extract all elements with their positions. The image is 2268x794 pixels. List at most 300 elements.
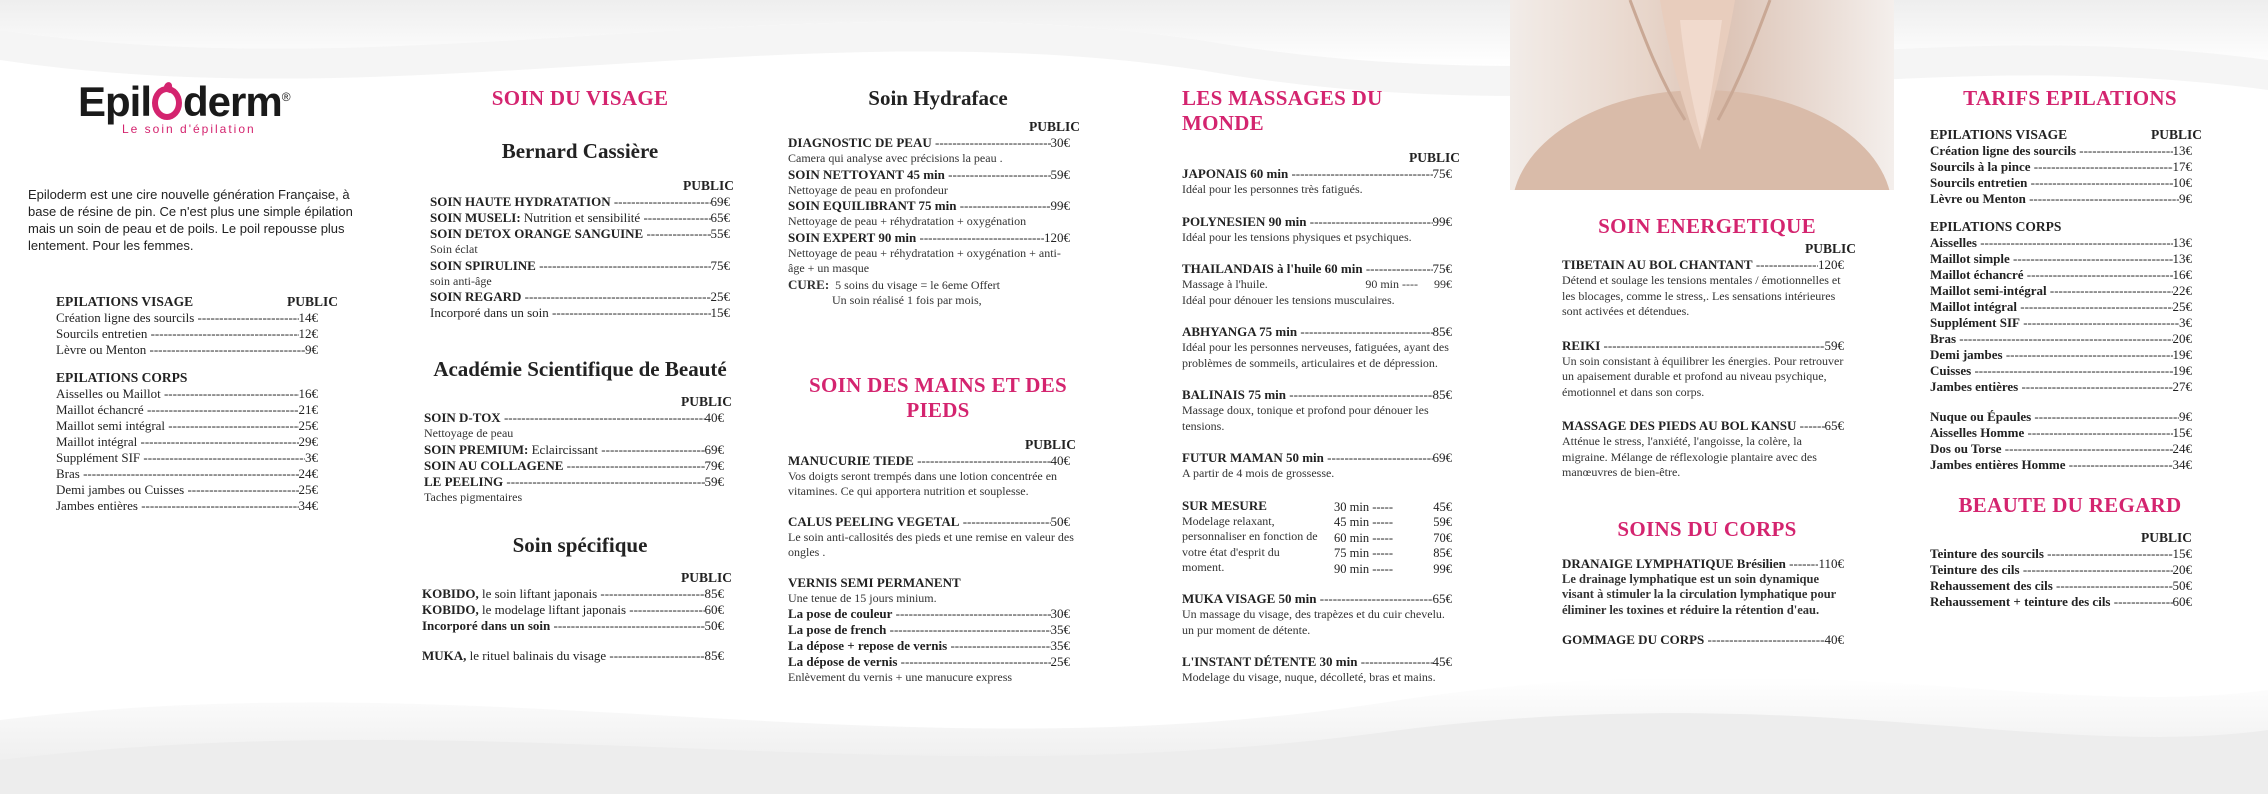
sur-mesure-text	[1182, 498, 1322, 578]
item-price: 85€	[1432, 387, 1452, 402]
item-title: SOIN MUSELI:	[430, 210, 521, 225]
epilation-row	[1930, 315, 2192, 331]
item-title: SOIN PREMIUM:	[424, 441, 529, 457]
item-price: 60€	[704, 602, 724, 617]
academie-subtitle: Académie Scientifique de Beauté	[433, 357, 727, 381]
item-desc: Modelage du visage, nuque, décolleté, bras et mains.	[1182, 670, 1436, 684]
item-name: Sourcils entretien -----	[56, 326, 299, 342]
massage-row	[1182, 654, 1452, 670]
epilation-row	[56, 326, 318, 342]
item-price: 70€	[1433, 530, 1452, 545]
soin-row	[422, 618, 724, 634]
item-price: 34€	[298, 498, 318, 513]
futur-maman-item	[1182, 450, 1452, 482]
public-label: PUBLIC	[682, 178, 734, 193]
item-name: MUKA VISAGE 50 min -----	[1182, 591, 1433, 607]
item-name: La pose de couleur -----	[788, 606, 1051, 622]
duration-row	[1322, 500, 1452, 516]
item-name: SOIN DETOX ORANGE SANGUINE -----	[430, 226, 711, 242]
item-price: 99€	[1434, 277, 1452, 291]
item-desc: Idéal pour les personnes nerveuses, fatiguées, ayant des problèmes de sommeils, articulaires et de dépression.	[1182, 340, 1449, 370]
massage-row	[1182, 591, 1452, 607]
item-name: SOIN SPIRULINE -----	[430, 258, 711, 274]
epilation-row	[56, 434, 318, 450]
balinais-item	[1182, 387, 1452, 434]
item-name: SOIN AU COLLAGENE -----	[424, 458, 705, 474]
item-name: BALINAIS 75 min -----	[1182, 387, 1433, 403]
public-label: PUBLIC	[2150, 127, 2202, 142]
epilation-row	[56, 466, 318, 482]
item-price: 69€	[704, 441, 724, 457]
sur-mesure-item	[1182, 498, 1452, 578]
epilation-row	[56, 386, 318, 402]
item-price: 17€	[2172, 159, 2192, 174]
item-name: Teinture des sourcils -----	[1930, 546, 2173, 562]
epilations-visage-heading: EPILATIONS VISAGE	[56, 294, 194, 309]
item-price: 25€	[2172, 299, 2192, 314]
item-name: Sourcils à la pince -----	[1930, 159, 2173, 175]
item-name: Maillot intégral -----	[1930, 299, 2173, 315]
item-duration: 90 min ----	[1365, 277, 1418, 291]
item-duration: 75 min -----	[1334, 546, 1394, 560]
massage-row	[1182, 387, 1452, 403]
epilation-row	[1930, 347, 2192, 363]
item-name: JAPONAIS 60 min -----	[1182, 166, 1433, 182]
soin-row	[430, 305, 730, 321]
hydraface-row	[788, 135, 1070, 151]
item-price: 34€	[2172, 457, 2192, 472]
item-duration: 60 min -----	[1334, 530, 1394, 545]
item-price: 59€	[1433, 515, 1452, 529]
item-name: La pose de french -----	[788, 622, 1051, 638]
soin-row	[430, 226, 730, 242]
epilation-row	[56, 342, 318, 358]
item-name: Bras -----	[56, 466, 299, 482]
public-label: PUBLIC	[1024, 436, 1076, 452]
item-desc: Idéal pour dénouer les tensions musculaires.	[1182, 292, 1395, 307]
abhyanga-item	[1182, 324, 1452, 371]
bernard-cassiere-subtitle: Bernard Cassière	[501, 139, 659, 163]
item-price: 65€	[1432, 591, 1452, 606]
item-price: 35€	[1050, 622, 1070, 637]
public-label: PUBLIC	[1028, 119, 1080, 134]
item-title: MUKA,	[422, 648, 467, 663]
massage-photo	[1510, 0, 1894, 190]
item-name: Maillot intégral -----	[56, 434, 299, 450]
item-desc: Nettoyage de peau + réhydratation + oxygénation	[788, 214, 1027, 228]
item-price: 16€	[2172, 267, 2192, 282]
item-price: 75€	[1432, 261, 1452, 276]
soin-visage-title: SOIN DU VISAGE	[491, 86, 669, 110]
drainage-item: DRANAIGE LYMPHATIQUE Brésilien ----- 110€ Le drainage lymphatique est un soin dynamique visant à stimuler la la circulation lymphatique pour éliminer les toxines et réduire la rétention d'eau.	[1562, 556, 1844, 619]
column-hydraface	[788, 86, 1088, 696]
item-title: KOBIDO,	[422, 602, 479, 617]
item-price: 45€	[1432, 654, 1452, 669]
soin-row	[430, 194, 730, 210]
item-price: 29€	[298, 434, 318, 449]
item-name: TIBETAIN AU BOL CHANTANT -----	[1562, 257, 1818, 273]
massage-row	[1182, 450, 1452, 466]
energetique-row	[1562, 418, 1844, 434]
item-name: DIAGNOSTIC DE PEAU -----	[788, 135, 1051, 151]
massage-row	[1182, 261, 1452, 277]
item-price: 13€	[2172, 235, 2192, 250]
column-epilations-left	[56, 294, 336, 514]
item-price: 3€	[305, 450, 318, 465]
epilations-visage-heading: EPILATIONS VISAGE	[1930, 127, 2068, 142]
item-name: FUTUR MAMAN 50 min -----	[1182, 450, 1433, 466]
item-name: SOIN NETTOYANT 45 min -----	[788, 167, 1051, 183]
vernis-row	[788, 638, 1070, 654]
item-name: Jambes entières Homme -----	[1930, 457, 2173, 473]
epilation-row	[1930, 363, 2192, 379]
soins-corps-title: SOINS DU CORPS	[1617, 516, 1797, 541]
intro-text: Epiloderm est une cire nouvelle génération Française, à base de résine de pin. Ce n'est plus une simple épilation mais un soin de peau et de poils. Le poil repousse plus lentement. Pour les femmes.	[28, 187, 353, 253]
item-price: 85€	[1433, 546, 1452, 560]
epilation-row	[56, 498, 318, 514]
item-name: Maillot échancré -----	[1930, 267, 2173, 283]
item-price: 9€	[305, 342, 318, 357]
vernis-item: VERNIS SEMI PERMANENT Une tenue de 15 jours minium. La pose de couleur ----- 30€ La pose de french ----- 35€ La dépose + repose de vernis ----- 35€ La dépose de vernis ----- 25€ Enlèvement du vernis + une manucure express	[788, 575, 1088, 686]
mains-pieds-title: SOIN DES MAINS ET DES PIEDS	[809, 372, 1067, 422]
item-name	[422, 602, 705, 618]
item-price: 27€	[2172, 379, 2192, 394]
logo-o-icon	[152, 86, 182, 120]
item-name: Incorporé dans un soin -----	[430, 305, 711, 321]
item-desc: Idéal pour les tensions physiques et psychiques.	[1182, 229, 1412, 244]
item-price: 13€	[2172, 251, 2192, 266]
soin-row	[430, 289, 730, 305]
item-title: SUR MESURE	[1182, 497, 1267, 513]
calus-item: CALUS PEELING VEGETAL ----- 50€ Le soin anti-callosités des pieds et une remise en valeur des ongles .	[788, 514, 1088, 561]
thai-sub-row	[1182, 277, 1452, 293]
item-price: 85€	[1432, 324, 1452, 339]
item-name: L'INSTANT DÉTENTE 30 min -----	[1182, 654, 1433, 670]
soin-row	[424, 410, 724, 426]
soin-row	[424, 442, 724, 458]
epilation-row	[56, 450, 318, 466]
item-name: Rehaussement des cils -----	[1930, 578, 2173, 594]
soin-row	[422, 648, 724, 664]
duration-row	[1322, 531, 1452, 547]
item-desc: Nettoyage de peau en profondeur	[788, 182, 948, 197]
item-name: Aisselles Homme -----	[1930, 425, 2173, 441]
item-name: Lèvre ou Menton -----	[56, 342, 305, 358]
soin-row	[424, 458, 724, 474]
item-desc: Nettoyage de peau + réhydratation + oxygénation + anti-âge + un masque	[788, 245, 1061, 275]
column-energetique	[1562, 214, 1856, 658]
item-duration: 90 min -----	[1334, 561, 1394, 576]
item-name: Teinture des cils -----	[1930, 562, 2173, 578]
soin-row	[430, 210, 730, 226]
item-name: Rehaussement + teinture des cils -----	[1930, 594, 2173, 610]
item-price: 12€	[298, 326, 318, 341]
column-intro	[28, 186, 368, 254]
soin-row	[424, 474, 724, 490]
epiloderm-logo: Epil derm® Le soin d'épilation	[78, 78, 290, 136]
item-name: Lèvre ou Menton -----	[1930, 191, 2179, 207]
item-name: ABHYANGA 75 min -----	[1182, 324, 1433, 340]
item-name	[424, 442, 705, 458]
regard-row	[1930, 562, 2192, 578]
item-price: 99€	[1050, 198, 1070, 213]
item-name: MASSAGE DES PIEDS AU BOL KANSU -----	[1562, 418, 1825, 434]
epilation-row	[1930, 283, 2192, 299]
item-note: Nettoyage de peau	[424, 426, 514, 440]
massage-row	[1182, 166, 1452, 182]
epilation-homme-row	[1930, 441, 2192, 457]
item-price: 120€	[1044, 229, 1070, 245]
duration-row	[1322, 562, 1452, 578]
soin-energetique-title: SOIN ENERGETIQUE	[1598, 214, 1816, 238]
item-price: 24€	[298, 466, 318, 481]
public-label: PUBLIC	[680, 394, 732, 409]
item-name	[430, 210, 711, 226]
item-name: Bras -----	[1930, 331, 2173, 347]
item-desc: Massage à l'huile.	[1182, 277, 1268, 291]
epilations-corps-heading: EPILATIONS CORPS	[1930, 219, 2062, 234]
manucurie-item: MANUCURIE TIEDE ----- 40€ Vos doigts seront trempés dans une lotion concentrée en vitamines. Ce qui apportera nutrition et souplesse.	[788, 453, 1088, 500]
muka-visage-item	[1182, 591, 1452, 638]
item-price: 85€	[704, 648, 724, 663]
item-name: Maillot semi-intégral -----	[1930, 283, 2173, 299]
epilation-homme-row	[1930, 425, 2192, 441]
public-label: PUBLIC	[1408, 150, 1460, 165]
massage-row	[1182, 214, 1452, 230]
item-name: La dépose + repose de vernis -----	[788, 638, 1051, 654]
item-price: 24€	[2172, 441, 2192, 456]
item-name: SOIN REGARD -----	[430, 289, 711, 305]
energetique-row	[1562, 338, 1844, 354]
item-price: 9€	[2179, 191, 2192, 206]
soin-specifique-subtitle: Soin spécifique	[512, 533, 648, 557]
item-name	[422, 586, 705, 602]
item-duration: 45 min -----	[1334, 515, 1394, 529]
item-note: soin anti-âge	[430, 273, 492, 288]
massage-row	[1182, 324, 1452, 340]
item-price: 25€	[1050, 654, 1070, 669]
column-massages	[1182, 86, 1460, 702]
epilation-row	[1930, 159, 2192, 175]
item-name: Supplément SIF -----	[56, 450, 305, 466]
item-name: SOIN D-TOX -----	[424, 410, 705, 426]
item-price: 120€	[1818, 257, 1844, 272]
item-price: 25€	[298, 418, 318, 433]
item-price: 40€	[704, 410, 724, 425]
vernis-row	[788, 654, 1070, 670]
item-name: Incorporé dans un soin -----	[422, 618, 705, 634]
soin-row	[430, 258, 730, 274]
item-price: 15€	[2172, 546, 2192, 561]
item-name: Maillot échancré -----	[56, 402, 299, 418]
item-name: Création ligne des sourcils -----	[1930, 143, 2173, 159]
item-desc: Nutrition et sensibilité	[520, 210, 641, 225]
epilation-row	[1930, 267, 2192, 283]
item-price: 16€	[298, 386, 318, 401]
item-name: La dépose de vernis -----	[788, 654, 1051, 670]
item-price: 50€	[2172, 578, 2192, 593]
item-name: Demi jambes -----	[1930, 347, 2173, 363]
polynesien-item	[1182, 214, 1452, 246]
item-name: SOIN HAUTE HYDRATATION -----	[430, 194, 711, 210]
epilation-row	[1930, 299, 2192, 315]
item-desc: Camera qui analyse avec précisions la peau .	[788, 151, 1003, 165]
regard-row	[1930, 594, 2192, 610]
item-price: 20€	[2172, 562, 2192, 577]
thai-item	[1182, 261, 1452, 308]
epilations-corps-heading: EPILATIONS CORPS	[56, 370, 188, 385]
item-name: Aisselles -----	[1930, 235, 2173, 251]
hydraface-row	[788, 198, 1070, 214]
tarifs-epilations-title: TARIFS EPILATIONS	[1963, 86, 2177, 110]
epilation-row	[1930, 191, 2192, 207]
item-price: 69€	[1432, 450, 1452, 465]
epilation-row	[1930, 235, 2192, 251]
item-desc: Massage doux, tonique et profond pour dénouer les tensions.	[1182, 403, 1429, 433]
item-name: POLYNESIEN 90 min -----	[1182, 214, 1433, 230]
massages-title: LES MASSAGES DU MONDE	[1182, 86, 1383, 135]
cure-note: Un soin réalisé 1 fois par mois,	[832, 293, 982, 307]
energetique-item	[1562, 418, 1844, 481]
item-name: THAILANDAIS à l'huile 60 min -----	[1182, 261, 1433, 277]
item-price: 13€	[2172, 143, 2192, 158]
public-label: PUBLIC	[1804, 241, 1856, 256]
item-price: 25€	[710, 289, 730, 304]
item-name: Dos ou Torse -----	[1930, 441, 2173, 457]
item-desc: Eclaircissant	[528, 441, 599, 457]
item-price: 45€	[1433, 499, 1452, 514]
item-price: 15€	[2172, 425, 2192, 440]
item-name: Maillot simple -----	[1930, 251, 2173, 267]
duration-row	[1322, 515, 1452, 531]
item-desc: le modelage liftant japonais	[478, 602, 627, 617]
item-note: Taches pigmentaires	[424, 489, 523, 504]
hydraface-row	[788, 167, 1070, 183]
item-price: 59€	[704, 473, 724, 489]
item-price: 75€	[710, 257, 730, 273]
item-price: 50€	[704, 618, 724, 633]
item-name: Cuisses -----	[1930, 363, 2173, 379]
hydraface-row	[788, 230, 1070, 246]
item-name: Sourcils entretien -----	[1930, 175, 2173, 191]
item-name: Demi jambes ou Cuisses -----	[56, 482, 299, 498]
soin-row	[422, 586, 724, 602]
instant-detente-item	[1182, 654, 1452, 686]
item-price: 79€	[704, 457, 724, 473]
item-price: 99€	[1433, 561, 1452, 576]
item-price: 19€	[2172, 347, 2192, 362]
hydraface-title: Soin Hydraface	[868, 86, 1008, 110]
item-desc: le rituel balinais du visage	[466, 648, 607, 663]
item-price: 3€	[2179, 315, 2192, 330]
public-label: PUBLIC	[680, 570, 732, 585]
item-price: 15€	[710, 305, 730, 320]
item-price: 69€	[710, 194, 730, 209]
item-desc: Idéal pour les personnes très fatigués.	[1182, 182, 1363, 196]
vernis-row	[788, 622, 1070, 638]
item-desc: Détend et soulage les tensions mentales / émotionnelles et les blocages, comme le stress,. Les sensations intérieures sont activées et détendues.	[1562, 273, 1841, 318]
regard-row	[1930, 546, 2192, 562]
epilation-row	[1930, 331, 2192, 347]
item-price: 35€	[1050, 638, 1070, 653]
item-price: 9€	[2179, 409, 2192, 424]
column-tarifs-epilations	[1930, 86, 2210, 610]
epilation-row	[1930, 379, 2192, 395]
item-price: 30€	[1050, 135, 1070, 150]
item-price: 75€	[1432, 166, 1452, 181]
epilation-row	[1930, 175, 2192, 191]
column-soin-visage	[420, 86, 740, 664]
epilation-homme-row	[1930, 409, 2192, 425]
sur-mesure-options	[1322, 498, 1452, 578]
cure-block: CURE: 5 soins du visage = le 6eme Offert	[788, 276, 1001, 292]
item-price: 65€	[710, 210, 730, 225]
energetique-item	[1562, 338, 1844, 401]
energetique-item	[1562, 257, 1844, 320]
japonais-item	[1182, 166, 1452, 198]
item-price: 30€	[1050, 606, 1070, 621]
item-title: KOBIDO,	[422, 586, 479, 601]
item-price: 85€	[704, 586, 724, 601]
beaute-regard-title: BEAUTE DU REGARD	[1958, 493, 2182, 517]
item-name: SOIN EXPERT 90 min -----	[788, 230, 1044, 246]
item-desc: A partir de 4 mois de grossesse.	[1182, 466, 1335, 480]
epilation-homme-row	[1930, 457, 2192, 473]
duration-row	[1322, 546, 1452, 562]
item-price: 59€	[1050, 166, 1070, 182]
item-price: 60€	[2172, 594, 2192, 609]
item-name: Nuque ou Épaules -----	[1930, 409, 2179, 425]
regard-row	[1930, 578, 2192, 594]
item-duration: 30 min -----	[1334, 499, 1394, 514]
item-price: 65€	[1824, 418, 1844, 433]
item-name: SOIN EQUILIBRANT 75 min -----	[788, 198, 1051, 214]
item-name	[422, 648, 705, 664]
item-name: Maillot semi intégral -----	[56, 418, 299, 434]
public-label: PUBLIC	[286, 294, 338, 309]
item-price: 20€	[2172, 331, 2192, 346]
energetique-row	[1562, 257, 1844, 273]
item-desc: Atténue le stress, l'anxiété, l'angoisse, la colère, la migraine. Mélange de réflexologie plantaire avec des manœuvres de bien-être.	[1562, 434, 1817, 479]
item-price: 14€	[298, 310, 318, 325]
item-name: LE PEELING -----	[424, 474, 705, 490]
item-name: REIKI -----	[1562, 338, 1825, 354]
epilation-row	[56, 418, 318, 434]
item-desc: le soin liftant japonais	[478, 586, 598, 601]
item-price: 59€	[1824, 337, 1844, 353]
item-price: 19€	[2172, 363, 2192, 378]
item-name: Jambes entières -----	[56, 498, 299, 514]
epilation-row	[1930, 143, 2192, 159]
item-price: 10€	[2172, 175, 2192, 190]
item-desc: Un massage du visage, des trapèzes et du cuir chevelu. un pur moment de détente.	[1182, 607, 1445, 637]
public-label: PUBLIC	[2140, 530, 2192, 545]
epilation-row	[1930, 251, 2192, 267]
item-note: Soin éclat	[430, 242, 478, 256]
soin-row	[422, 602, 724, 618]
item-desc: Un soin consistant à équilibrer les énergies. Pour retrouver un apaisement durable et profond au niveau psychique, émotionnel et dans son corps.	[1562, 353, 1844, 399]
epilation-row	[56, 310, 318, 326]
logo-tagline: Le soin d'épilation	[122, 122, 256, 136]
item-name: Aisselles ou Maillot -----	[56, 386, 299, 402]
item-price: 25€	[298, 482, 318, 497]
epilation-row	[56, 402, 318, 418]
item-price: 55€	[710, 226, 730, 241]
gommage-item: GOMMAGE DU CORPS ----- 40€	[1562, 632, 1844, 648]
item-name: Supplément SIF -----	[1930, 315, 2179, 331]
epilation-row	[56, 482, 318, 498]
item-name: Jambes entières -----	[1930, 379, 2173, 395]
